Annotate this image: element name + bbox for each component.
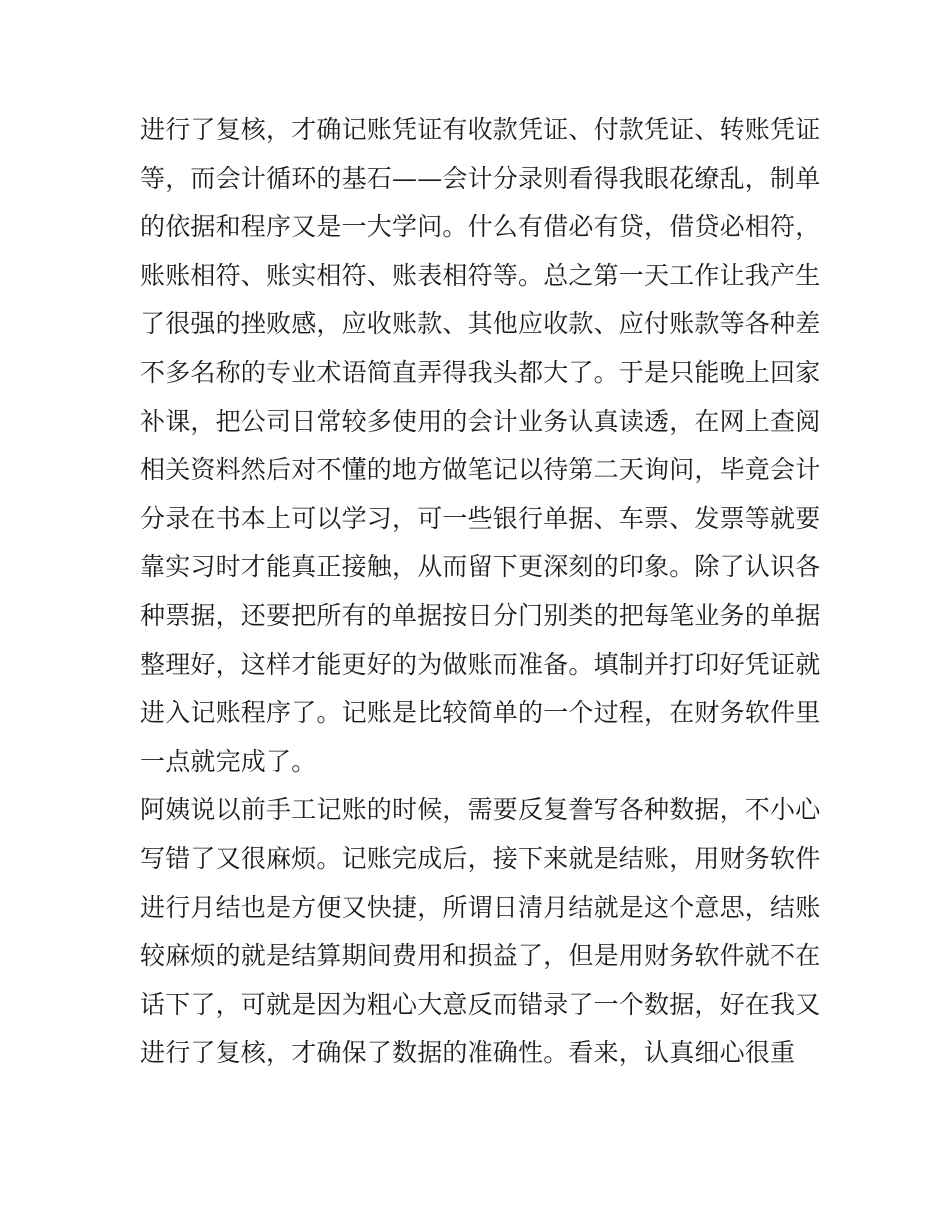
- text-line: 写错了又很麻烦。记账完成后，接下来就是结账，用财务软件: [140, 843, 820, 873]
- text-line: 账账相符、账实相符、账表相符等。总之第一天工作让我产生: [140, 260, 820, 290]
- text-line: 进行月结也是方便又快捷，所谓日清月结就是这个意思，结账: [140, 892, 820, 922]
- text-line: 话下了，可就是因为粗心大意反而错录了一个数据，好在我又: [140, 989, 820, 1019]
- text-line: 进行了复核，才确保了数据的准确性。看来，认真细心很重: [140, 1038, 796, 1068]
- text-line: 种票据，还要把所有的单据按日分门别类的把每笔业务的单据: [140, 600, 820, 630]
- text-line: 补课，把公司日常较多使用的会计业务认真读透，在网上查阅: [140, 406, 820, 436]
- text-line: 较麻烦的就是结算期间费用和损益了，但是用财务软件就不在: [140, 941, 820, 971]
- text-line: 不多名称的专业术语简直弄得我头都大了。于是只能晚上回家: [140, 357, 820, 387]
- text-line: 一点就完成了。: [140, 746, 317, 776]
- text-line: 分录在书本上可以学习，可一些银行单据、车票、发票等就要: [140, 503, 820, 533]
- text-line: 靠实习时才能真正接触，从而留下更深刻的印象。除了认识各: [140, 552, 820, 582]
- text-line: 等，而会计循环的基石——会计分录则看得我眼花缭乱，制单: [140, 163, 820, 193]
- body-text: [140, 106, 820, 1078]
- text-line: 了很强的挫败感，应收账款、其他应收款、应付账款等各种差: [140, 309, 820, 339]
- text-line: 阿姨说以前手工记账的时候，需要反复誊写各种数据，不小心: [140, 795, 820, 825]
- text-line: 整理好，这样才能更好的为做账而准备。填制并打印好凭证就: [140, 649, 820, 679]
- text-line: 进行了复核，才确记账凭证有收款凭证、付款凭证、转账凭证: [140, 115, 820, 144]
- text-line: 进入记账程序了。记账是比较简单的一个过程，在财务软件里: [140, 698, 820, 728]
- text-line: 相关资料然后对不懂的地方做笔记以待第二天询问，毕竟会计: [140, 455, 820, 485]
- text-line: 的依据和程序又是一大学问。什么有借必有贷，借贷必相符，: [140, 212, 820, 242]
